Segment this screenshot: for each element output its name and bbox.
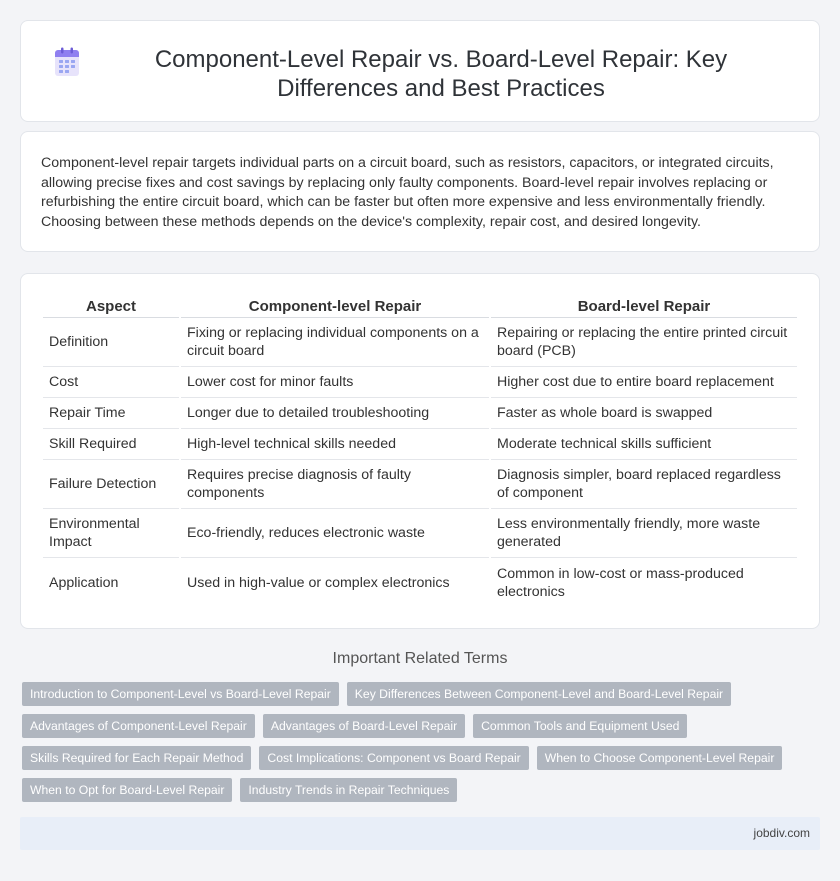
related-term-link[interactable]: Skills Required for Each Repair Method: [22, 746, 251, 770]
column-header-aspect: Aspect: [43, 294, 179, 318]
related-term-link[interactable]: Introduction to Component-Level vs Board-Level Repair: [22, 682, 339, 706]
related-term-link[interactable]: Common Tools and Equipment Used: [473, 714, 687, 738]
table-row: [43, 367, 797, 398]
related-term-link[interactable]: Cost Implications: Component vs Board Repair: [259, 746, 528, 770]
table-cell-board: Common in low-cost or mass-produced electronics: [497, 565, 744, 600]
table-cell-component: High-level technical skills needed: [181, 429, 489, 460]
table-cell-component: Requires precise diagnosis of faulty components: [181, 460, 489, 509]
table-row: [43, 460, 797, 509]
table-cell-aspect: Cost: [43, 367, 179, 398]
table-cell-board: Moderate technical skills sufficient: [491, 429, 797, 460]
page-title: Component-Level Repair vs. Board-Level Repair: Key Differences and Best Practices: [154, 46, 728, 102]
table-cell-aspect: Failure Detection: [43, 460, 179, 509]
table-cell-board: Diagnosis simpler, board replaced regardless of component: [491, 460, 797, 509]
table-cell-component: Used in high-value or complex electronics: [187, 574, 450, 591]
table-row: [43, 558, 797, 607]
table-cell-aspect: Skill Required: [43, 429, 179, 460]
table-cell-board: Repairing or replacing the entire printed circuit board (PCB): [491, 318, 797, 367]
comparison-table: [41, 294, 799, 607]
table-header-row: [43, 294, 797, 318]
table-cell-component: Lower cost for minor faults: [181, 367, 489, 398]
related-term-link[interactable]: Key Differences Between Component-Level and Board-Level Repair: [347, 682, 731, 706]
footer-site-link[interactable]: jobdiv.com: [753, 826, 810, 840]
table-cell-component: Eco-friendly, reduces electronic waste: [181, 509, 489, 558]
related-term-link[interactable]: Industry Trends in Repair Techniques: [240, 778, 457, 802]
table-cell-board: Higher cost due to entire board replacement: [491, 367, 797, 398]
related-terms-title: Important Related Terms: [332, 650, 508, 667]
table-row: [43, 429, 797, 460]
related-term-link[interactable]: When to Choose Component-Level Repair: [537, 746, 783, 770]
column-header-board: Board-level Repair: [491, 294, 797, 318]
table-cell-component: Fixing or replacing individual components on a circuit board: [181, 318, 489, 367]
intro-paragraph: Component-level repair targets individual parts on a circuit board, such as resistors, capacitors, or integrated circuits, allowing precise fixes and cost savings by replacing only faulty components. Board-level repair involves replacing or refurbishing the entire circuit board, which can be faster but often more expensive and less environmentally friendly. Choosing between these methods depends on the device's complexity, repair cost, and desired longevity.: [41, 155, 774, 230]
table-cell-aspect: Definition: [43, 318, 179, 367]
table-cell-aspect: Application: [49, 574, 119, 591]
table-row: [43, 398, 797, 429]
table-cell-aspect: Repair Time: [43, 398, 179, 429]
related-term-link[interactable]: Advantages of Component-Level Repair: [22, 714, 255, 738]
related-term-link[interactable]: Advantages of Board-Level Repair: [263, 714, 465, 738]
document-icon: [54, 47, 80, 77]
table-row: [43, 509, 797, 558]
footer: [20, 817, 820, 850]
comparison-table-card: [20, 273, 820, 629]
related-terms-list: [22, 682, 802, 810]
table-cell-board: Faster as whole board is swapped: [491, 398, 797, 429]
table-row: [43, 318, 797, 367]
table-cell-component: Longer due to detailed troubleshooting: [181, 398, 489, 429]
table-cell-board: Less environmentally friendly, more waste generated: [491, 509, 797, 558]
related-term-link[interactable]: When to Opt for Board-Level Repair: [22, 778, 232, 802]
table-cell-aspect: Environmental Impact: [43, 509, 179, 558]
header-card: [20, 20, 820, 122]
intro-card: [20, 131, 820, 252]
column-header-component: Component-level Repair: [181, 294, 489, 318]
